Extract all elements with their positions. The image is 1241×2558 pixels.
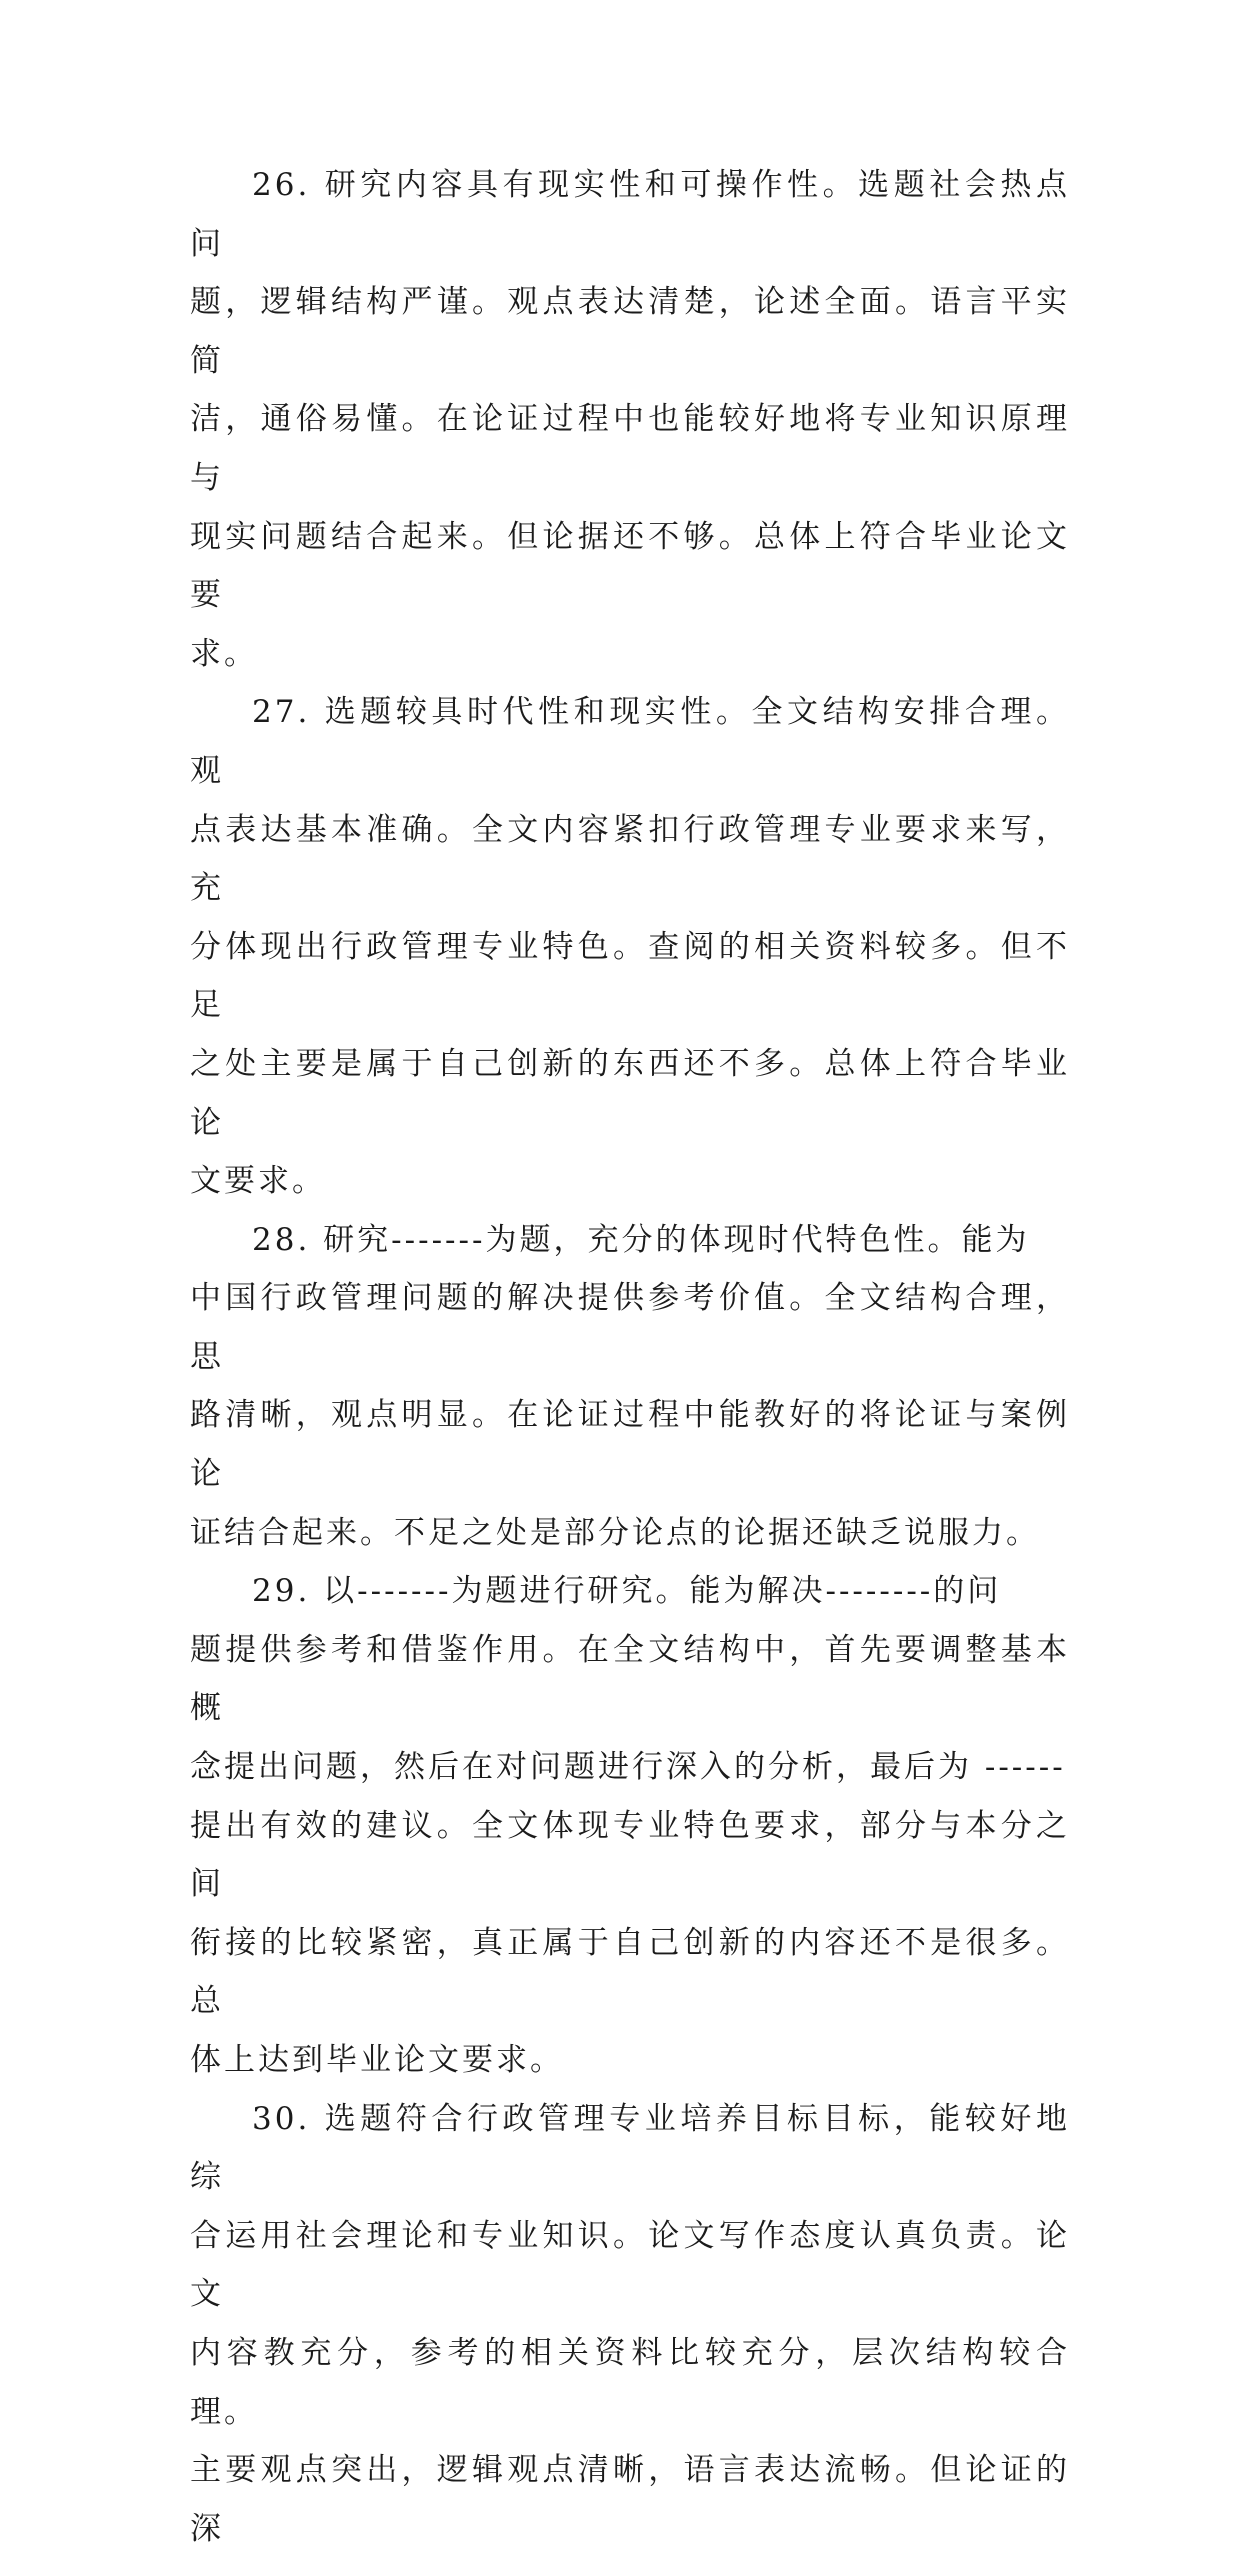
paragraph-29: 29. 以-------为题进行研究。能为解决--------的问 题提供参考和借鉴作用。在全文结构中，首先要调整基本概 念提出问题，然后在对问题进行深入的分析，最后为 ------ 提出有效的建议。全文体现专业特色要求，部分与本分之间 衔接的比较紧密，真正属于自己创新的内容还不是很多。总 体上达到毕业论文要求。 [190,1573,1070,2078]
paragraph-30: 30. 选题符合行政管理专业培养目标目标，能较好地综 合运用社会理论和专业知识。论文写作态度认真负责。论文 内容教充分，参考的相关资料比较充分，层次结构较合理。 主要观点突出，逻辑观点清晰，语言表达流畅。但论证的深 [190,2100,1070,2547]
paragraph-28: 28. 研究-------为题，充分的体现时代特色性。能为 中国行政管理问题的解决提供参考价值。全文结构合理，思 路清晰，观点明显。在论证过程中能教好的将论证与案例论 证结合起来。不足之处是部分论点的论据还缺乏说服力。 [190,1221,1070,1551]
paragraph-27: 27. 选题较具时代性和现实性。全文结构安排合理。观 点表达基本准确。全文内容紧扣行政管理专业要求来写，充 分体现出行政管理专业特色。查阅的相关资料较多。但不足 之处主要是属于自己创新的东西还不多。总体上符合毕业论 文要求。 [190,694,1070,1200]
document-body [190,156,1070,2558]
paragraph-26: 26. 研究内容具有现实性和可操作性。选题社会热点问 题，逻辑结构严谨。观点表达清楚，论述全面。语言平实简 洁，通俗易懂。在论证过程中也能较好地将专业知识原理与 现实问题结合起来。但论据还不够。总体上符合毕业论文要 求。 [190,167,1070,672]
